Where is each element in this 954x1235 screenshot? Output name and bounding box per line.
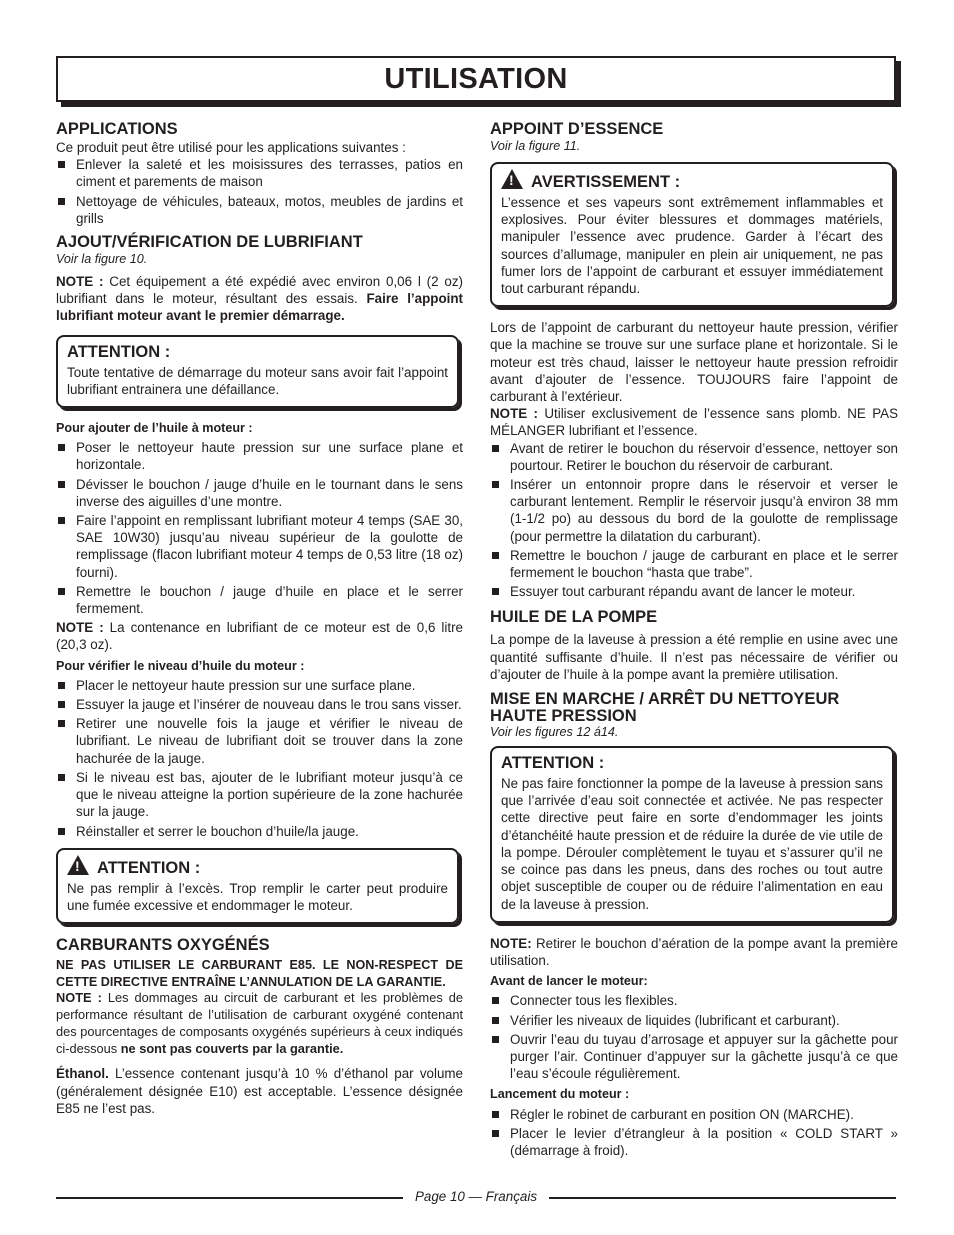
page-footer <box>56 1188 896 1208</box>
note-text: La contenance en lubrifiant de ce moteur est de 0,6 litre (20,3 oz). <box>56 620 463 653</box>
section-heading-lubrifiant: AJOUT/VÉRIFICATION DE LUBRIFIANT <box>56 233 363 252</box>
section-heading-marche: MISE EN MARCHE / ARRÊT DU NETTOYEUR HAUTE PRESSION <box>490 690 840 726</box>
figure-reference: Voir la figure 10. <box>56 252 148 267</box>
list-item: Ouvrir l’eau du tuyau d’arrosage et appuyer sur la gâchette pour purger l’air. Continuer d’appuyer sur la gâchette jusqu’à ce que l’eau s’écoule régulièrement. <box>490 1031 898 1083</box>
note-label: NOTE : <box>56 990 102 1006</box>
attention-title: ATTENTION : <box>67 342 171 361</box>
ethanol-label: Éthanol. <box>56 1066 109 1082</box>
add-oil-label: Pour ajouter de l’huile à moteur : <box>56 421 253 436</box>
attention-box <box>56 848 459 924</box>
attention-title-row <box>67 855 448 878</box>
before-start-list <box>490 992 898 1082</box>
add-oil-list <box>56 439 463 617</box>
warning-title: AVERTISSEMENT : <box>531 173 681 191</box>
list-item: Enlever la saleté et les moisissures des terrasses, patios en ciment et parements de maison <box>56 156 463 190</box>
launch-list <box>490 1106 898 1160</box>
list-item: Régler le robinet de carburant en position ON (MARCHE). <box>490 1106 898 1123</box>
list-item: Faire l’appoint en remplissant lubrifiant moteur 4 temps (SAE 30, SAE 10W30) jusqu’au niveau supérieur de la goulotte de remplissage (flacon lubrifiant moteur 4 temps de 0,53 litre (18 oz) fourni). <box>56 512 463 581</box>
applications-list <box>56 156 463 227</box>
attention-title: ATTENTION : <box>501 754 605 773</box>
section-heading-applications: APPLICATIONS <box>56 120 178 138</box>
note-text: Cet équipement a été expédié avec environ 0,06 l (2 oz) lubrifiant dans le moteur, résultant des essais. <box>56 274 463 307</box>
warning-box <box>490 162 894 307</box>
section-heading-carburants: CARBURANTS OXYGÉNÉS <box>56 936 270 955</box>
note-label: NOTE: <box>490 935 532 951</box>
footer-text-wrap <box>56 1189 896 1204</box>
warning-text: L’essence et ses vapeurs sont extrêmement inflammables et explosives. Pour éviter blessures et dommages matériels, manipuler l’essence avec prudence. Garder à l’écart des sources d’allumage, manipuler en plein air uniquement, ne pas fumer lors de l’appoint de carburant et essuyer immédiatement tout carburant répandu. <box>501 195 883 297</box>
page-title: UTILISATION <box>384 63 568 95</box>
applications-intro: Ce produit peut être utilisé pour les applications suivantes : <box>56 140 406 155</box>
pump-oil-paragraph: La pompe de la laveuse à pression a été remplie en usine avec une quantité suffisante d’huile. Il n’est pas nécessaire de vérifier ou d’ajouter de l’huile à la pompe avant la première utilisation. <box>490 632 898 682</box>
list-item: Réinstaller et serrer le bouchon d’huile/la jauge. <box>56 823 463 840</box>
list-item: Si le niveau est bas, ajouter de le lubrifiant moteur jusqu’à ce que le niveau atteigne la portion supérieure de la zone hachurée sur la jauge. <box>56 769 463 821</box>
list-item: Remettre le bouchon / jauge de carburant en place et le serrer fermement le bouchon “hasta que trabe”. <box>490 547 898 581</box>
note-label: NOTE : <box>56 620 104 636</box>
list-item: Retirer une nouvelle fois la jauge et vérifier le niveau de lubrifiant. Le niveau de lubrifiant doit se trouver dans la zone hachurée de la jauge. <box>56 715 463 767</box>
list-item: Placer le levier d’étrangleur à la position « COLD START » (démarrage à froid). <box>490 1125 898 1159</box>
list-item: Nettoyage de véhicules, bateaux, motos, meubles de jardins et grills <box>56 193 463 227</box>
list-item: Connecter tous les flexibles. <box>490 992 898 1009</box>
attention-box <box>56 335 459 408</box>
launch-label: Lancement du moteur : <box>490 1087 630 1102</box>
list-item: Dévisser le bouchon / jauge d’huile en le tournant dans le sens inverse des aiguilles d’une montre. <box>56 476 463 510</box>
note-paragraph <box>56 619 463 653</box>
section-heading-appoint: APPOINT D’ESSENCE <box>490 120 664 138</box>
warning-title-row <box>501 169 883 192</box>
warning-triangle-icon <box>67 855 89 875</box>
note-paragraph <box>490 405 898 439</box>
note-paragraph <box>56 273 463 325</box>
list-item: Poser le nettoyeur haute pression sur une surface plane et horizontale. <box>56 439 463 473</box>
e85-warning: NE PAS UTILISER LE CARBURANT E85. LE NON-RESPECT DE CETTE DIRECTIVE ENTRAÎNE L’ANNULATION DE LA GARANTIE. <box>56 958 463 989</box>
list-item: Placer le nettoyeur haute pression sur une surface plane. <box>56 677 463 694</box>
warning-triangle-icon <box>501 169 523 189</box>
note-text: Utiliser exclusivement de l’essence sans plomb. NE PAS MÉLANGER lubrifiant et l’essence. <box>490 406 898 439</box>
note-paragraph <box>490 935 898 969</box>
ethanol-paragraph <box>56 1065 463 1117</box>
attention-title: ATTENTION : <box>97 858 201 877</box>
attention-text: Toute tentative de démarrage du moteur sans avoir fait l’appoint lubrifiant entrainera une défaillance. <box>67 364 448 397</box>
check-oil-list <box>56 677 463 840</box>
note-paragraph <box>56 990 463 1057</box>
section-heading-huile: HUILE DE LA POMPE <box>490 608 658 627</box>
attention-text: Ne pas remplir à l’excès. Trop remplir le carter peut produire une fumée excessive et endommager le moteur. <box>67 880 448 913</box>
left-column <box>56 120 463 1117</box>
attention-text: Ne pas faire fonctionner la pompe de la laveuse à pression sans que l’arrivée d’eau soit connectée et activée. Ne pas respecter cette directive peut faire en sorte d’endommager les joints d’étanchéité haute pression et de réduire la durée de vie utile de la pompe. Dérouler complètement le tuyau et s’assurer qu’il ne se coince pas dans les pneus, dans des roches ou tout autre objet susceptible de couper ou de réduire l’alimentation en eau de la laveuse à pression. <box>501 776 883 912</box>
list-item: Remettre le bouchon / jauge d’huile en place et le serrer fermement. <box>56 583 463 617</box>
figure-reference: Voir la figure 11. <box>490 139 581 153</box>
refuel-list <box>490 440 898 601</box>
figure-reference: Voir les figures 12 á14. <box>490 725 619 740</box>
note-emphasis: Faire l’appoint lubrifiant moteur avant le premier démarrage. <box>56 291 463 324</box>
note-label: NOTE : <box>490 406 538 422</box>
note-emphasis: ne sont pas couverts par la garantie. <box>120 1040 344 1056</box>
list-item: Vérifier les niveaux de liquides (lubrificant et carburant). <box>490 1012 898 1029</box>
right-column <box>490 120 898 1161</box>
note-text: Les dommages au circuit de carburant et les problèmes de performance résultant de l’utilisation de carburant oxygéné contenant des pourcentages de composants oxygénés supérieurs à ceux indiqués ci-dessous <box>56 990 463 1056</box>
page-number: Page 10 — Français <box>403 1189 549 1204</box>
list-item: Essuyer tout carburant répandu avant de lancer le moteur. <box>490 583 898 600</box>
attention-box <box>490 746 894 923</box>
note-text: Retirer le bouchon d’aération de la pompe avant la première utilisation. <box>490 935 898 968</box>
list-item: Avant de retirer le bouchon du réservoir d’essence, nettoyer son pourtour. Retirer le bouchon du réservoir de carburant. <box>490 440 898 474</box>
refuel-paragraph: Lors de l’appoint de carburant du nettoyeur haute pression, vérifier que la machine se trouve sur une surface plane et horizontale. Si le moteur est très chaud, laisser le nettoyeur haute pression refroidir avant d’ajouter de l’essence. TOUJOURS faire l’appoint de carburant à l’extérieur. <box>490 320 898 405</box>
check-oil-label: Pour vérifier le niveau d’huile du moteur : <box>56 658 305 673</box>
ethanol-text: L’essence contenant jusqu’à 10 % d’éthanol par volume (généralement désignée E10) est acceptable. L’essence désignée E85 ne l’est pas. <box>56 1066 463 1116</box>
spacer <box>56 1057 463 1065</box>
list-item: Essuyer la jauge et l’insérer de nouveau dans le trou sans visser. <box>56 696 463 713</box>
before-start-label: Avant de lancer le moteur: <box>490 974 648 989</box>
note-label: NOTE : <box>56 274 104 290</box>
list-item: Insérer un entonnoir propre dans le réservoir et verser le carburant lentement. Remplir le réservoir jusqu’à environ 38 mm (1-1/2 po) au dessous du bord de la goulotte de remplissage (pour permettre la dilatation du carburant). <box>490 476 898 545</box>
page-title-banner <box>56 56 896 102</box>
